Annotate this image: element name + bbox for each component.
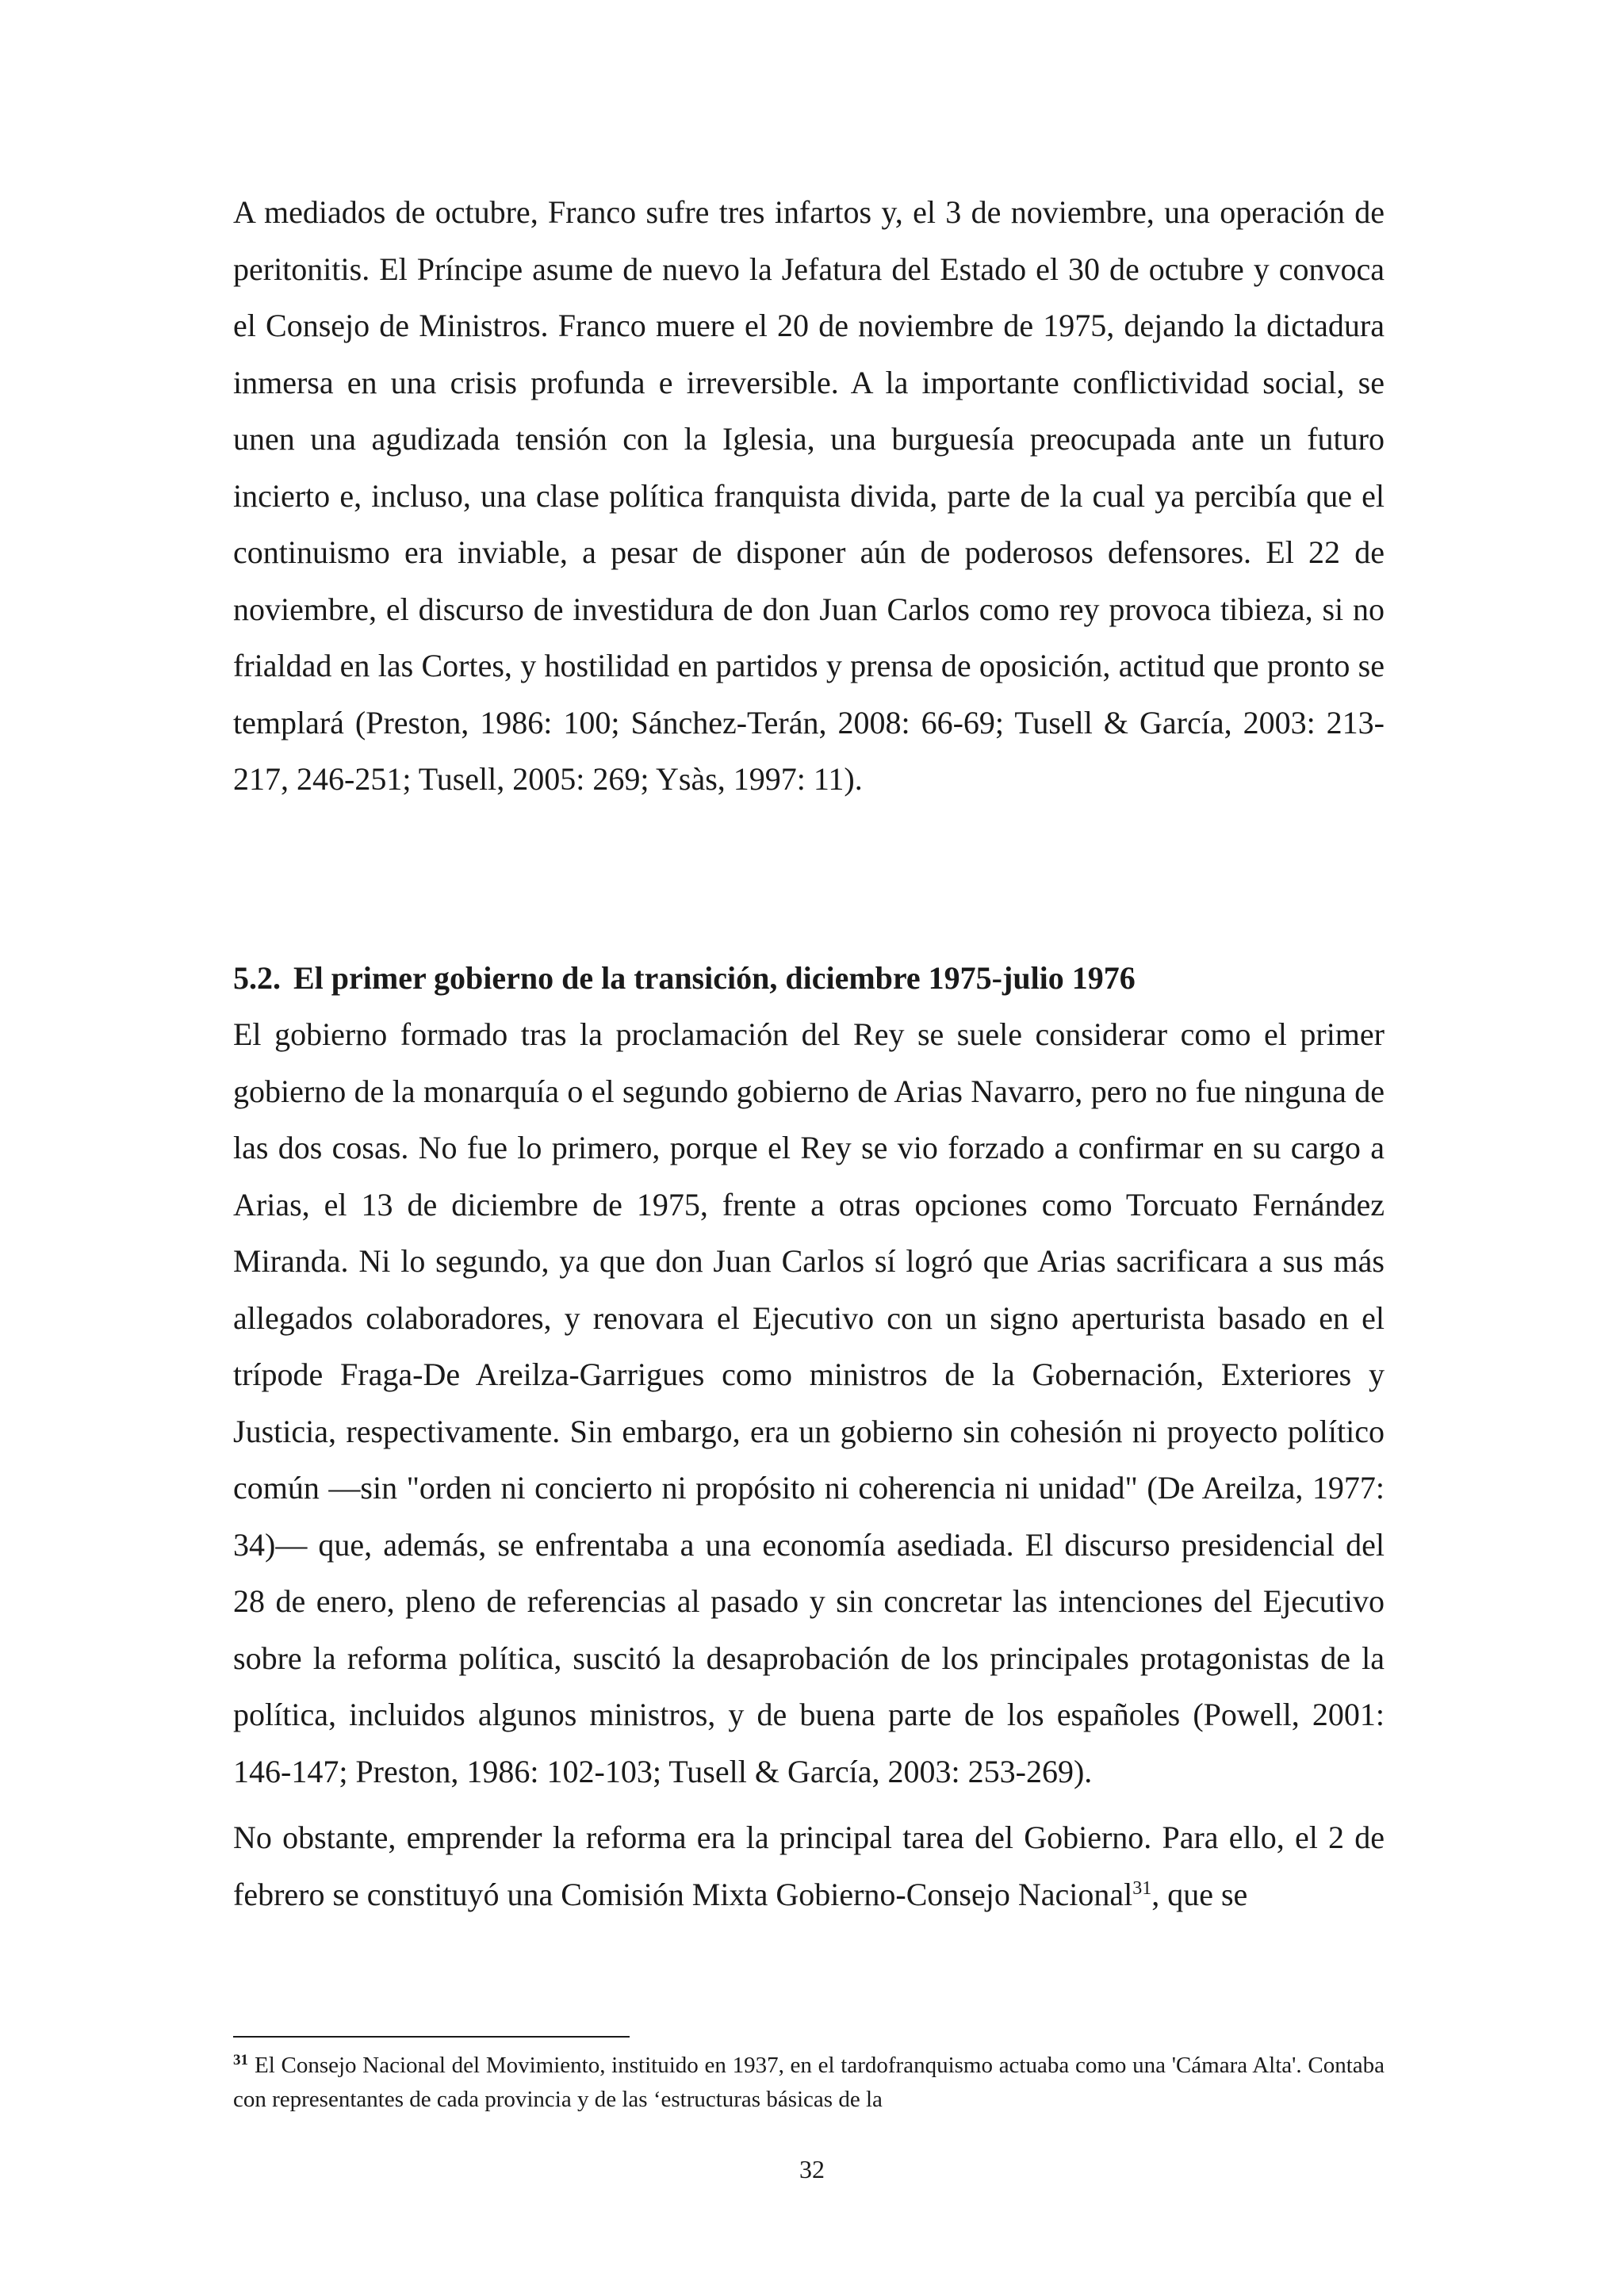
section-heading xyxy=(233,950,1385,1007)
paragraph-reform xyxy=(233,1809,1385,1923)
footnote-separator xyxy=(233,2036,630,2038)
paragraph-franco-death: A mediados de octubre, Franco sufre tres infartos y, el 3 de noviembre, una operación de peritonitis. El Príncipe asume de nuevo la Jefatura del Estado el 30 de octubre y convoca el Consejo de Ministros. Franco muere el 20 de noviembre de 1975, dejando la dictadura inmersa en una crisis profunda e irreversible. A la importante conflictividad social, se unen una agudizada tensión con la Iglesia, una burguesía preocupada ante un futuro incierto e, incluso, una clase política franquista divida, parte de la cual ya percibía que el continuismo era inviable, a pesar de disponer aún de poderosos defensores. El 22 de noviembre, el discurso de investidura de don Juan Carlos como rey provoca tibieza, si no frialdad en las Cortes, y hostilidad en partidos y prensa de oposición, actitud que pronto se templará (Preston, 1986: 100; Sánchez-Terán, 2008: 66-69; Tusell & García, 2003: 213-217, 246-251; Tusell, 2005: 269; Ysàs, 1997: 11). xyxy=(233,194,1385,797)
footnote-marker: 31 xyxy=(233,2052,248,2068)
body-text-section xyxy=(233,1006,1385,1923)
paragraph-reform-text-end: , que se xyxy=(1151,1876,1248,1912)
section-title: El primer gobierno de la transición, diciembre 1975-julio 1976 xyxy=(293,960,1136,996)
footnote-text: El Consejo Nacional del Movimiento, instituido en 1937, en el tardofranquismo actuaba como una 'Cámara Alta'. Contaba con representantes de cada provincia y de las ‘estructuras básicas de la xyxy=(233,2053,1385,2112)
footnote xyxy=(233,2049,1385,2117)
page-number: 32 xyxy=(799,2155,825,2183)
paragraph-reform-text: No obstante, emprender la reforma era la principal tarea del Gobierno. Para ello, el 2 de febrero se constituyó una Comisión Mixta Gobierno-Consejo Nacional xyxy=(233,1820,1385,1912)
section-number: 5.2. xyxy=(233,960,281,996)
body-text-top xyxy=(233,184,1385,808)
paragraph-first-government: El gobierno formado tras la proclamación del Rey se suele considerar como el primer gobierno de la monarquía o el segundo gobierno de Arias Navarro, pero no fue ninguna de las dos cosas. No fue lo primero, porque el Rey se vio forzado a confirmar en su cargo a Arias, el 13 de diciembre de 1975, frente a otras opciones como Torcuato Fernández Miranda. Ni lo segundo, ya que don Juan Carlos sí logró que Arias sacrificara a sus más allegados colaboradores, y renovara el Ejecutivo con un signo aperturista basado en el trípode Fraga-De Areilza-Garrigues como ministros de la Gobernación, Exteriores y Justicia, respectivamente. Sin embargo, era un gobierno sin cohesión ni proyecto político común —sin "orden ni concierto ni propósito ni coherencia ni unidad" (De Areilza, 1977: 34)— que, además, se enfrentaba a una economía asediada. El discurso presidencial del 28 de enero, pleno de referencias al pasado y sin concretar las intenciones del Ejecutivo sobre la reforma política, suscitó la desaprobación de los principales protagonistas de la política, incluidos algunos ministros, y de buena parte de los españoles (Powell, 2001: 146-147; Preston, 1986: 102-103; Tusell & García, 2003: 253-269). xyxy=(233,1016,1385,1789)
footnote-reference[interactable]: 31 xyxy=(1132,1877,1152,1899)
